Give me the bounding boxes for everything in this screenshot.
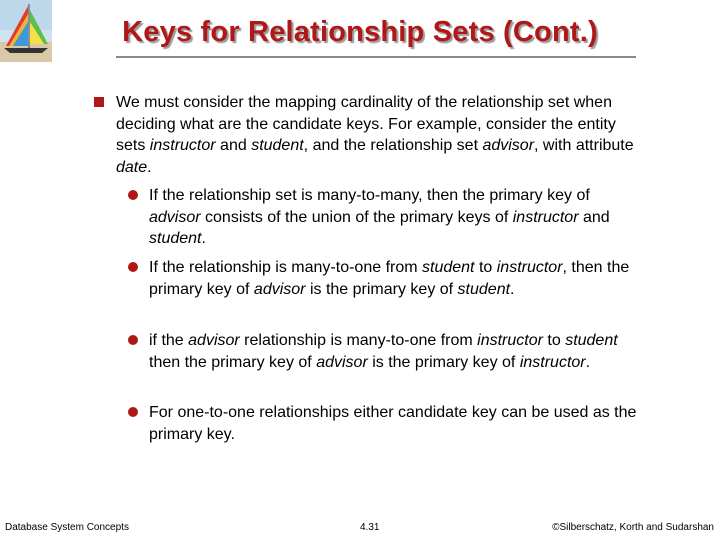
footer-book-title: Database System Concepts xyxy=(5,522,129,533)
sub-bullet-many-to-one-instructor: if the advisor relationship is many-to-one from instructor to student then the primary key of advisor is the primary key of instructor. xyxy=(149,330,639,373)
slide-title: Keys for Relationship Sets (Cont.) xyxy=(122,16,598,48)
title-divider xyxy=(116,56,636,58)
round-bullet-icon xyxy=(128,407,138,417)
square-bullet-icon xyxy=(94,97,104,107)
round-bullet-icon xyxy=(128,262,138,272)
sub-bullet-many-to-one-student: If the relationship is many-to-one from student to instructor, then the primary key of advisor is the primary key of student. xyxy=(149,257,639,300)
footer-copyright: ©Silberschatz, Korth and Sudarshan xyxy=(552,522,714,533)
sub-bullet-one-to-one: For one-to-one relationships either candidate key can be used as the primary key. xyxy=(149,402,639,445)
round-bullet-icon xyxy=(128,335,138,345)
footer-page-number: 4.31 xyxy=(360,522,380,533)
sub-bullet-many-to-many: If the relationship set is many-to-many, then the primary key of advisor consists of the union of the primary keys of instructor and student. xyxy=(149,185,639,250)
round-bullet-icon xyxy=(128,190,138,200)
intro-paragraph: We must consider the mapping cardinality of the relationship set when deciding what are the candidate keys. For example, consider the entity sets instructor and student, and the relationship set advisor, with attribute date. xyxy=(116,92,636,178)
